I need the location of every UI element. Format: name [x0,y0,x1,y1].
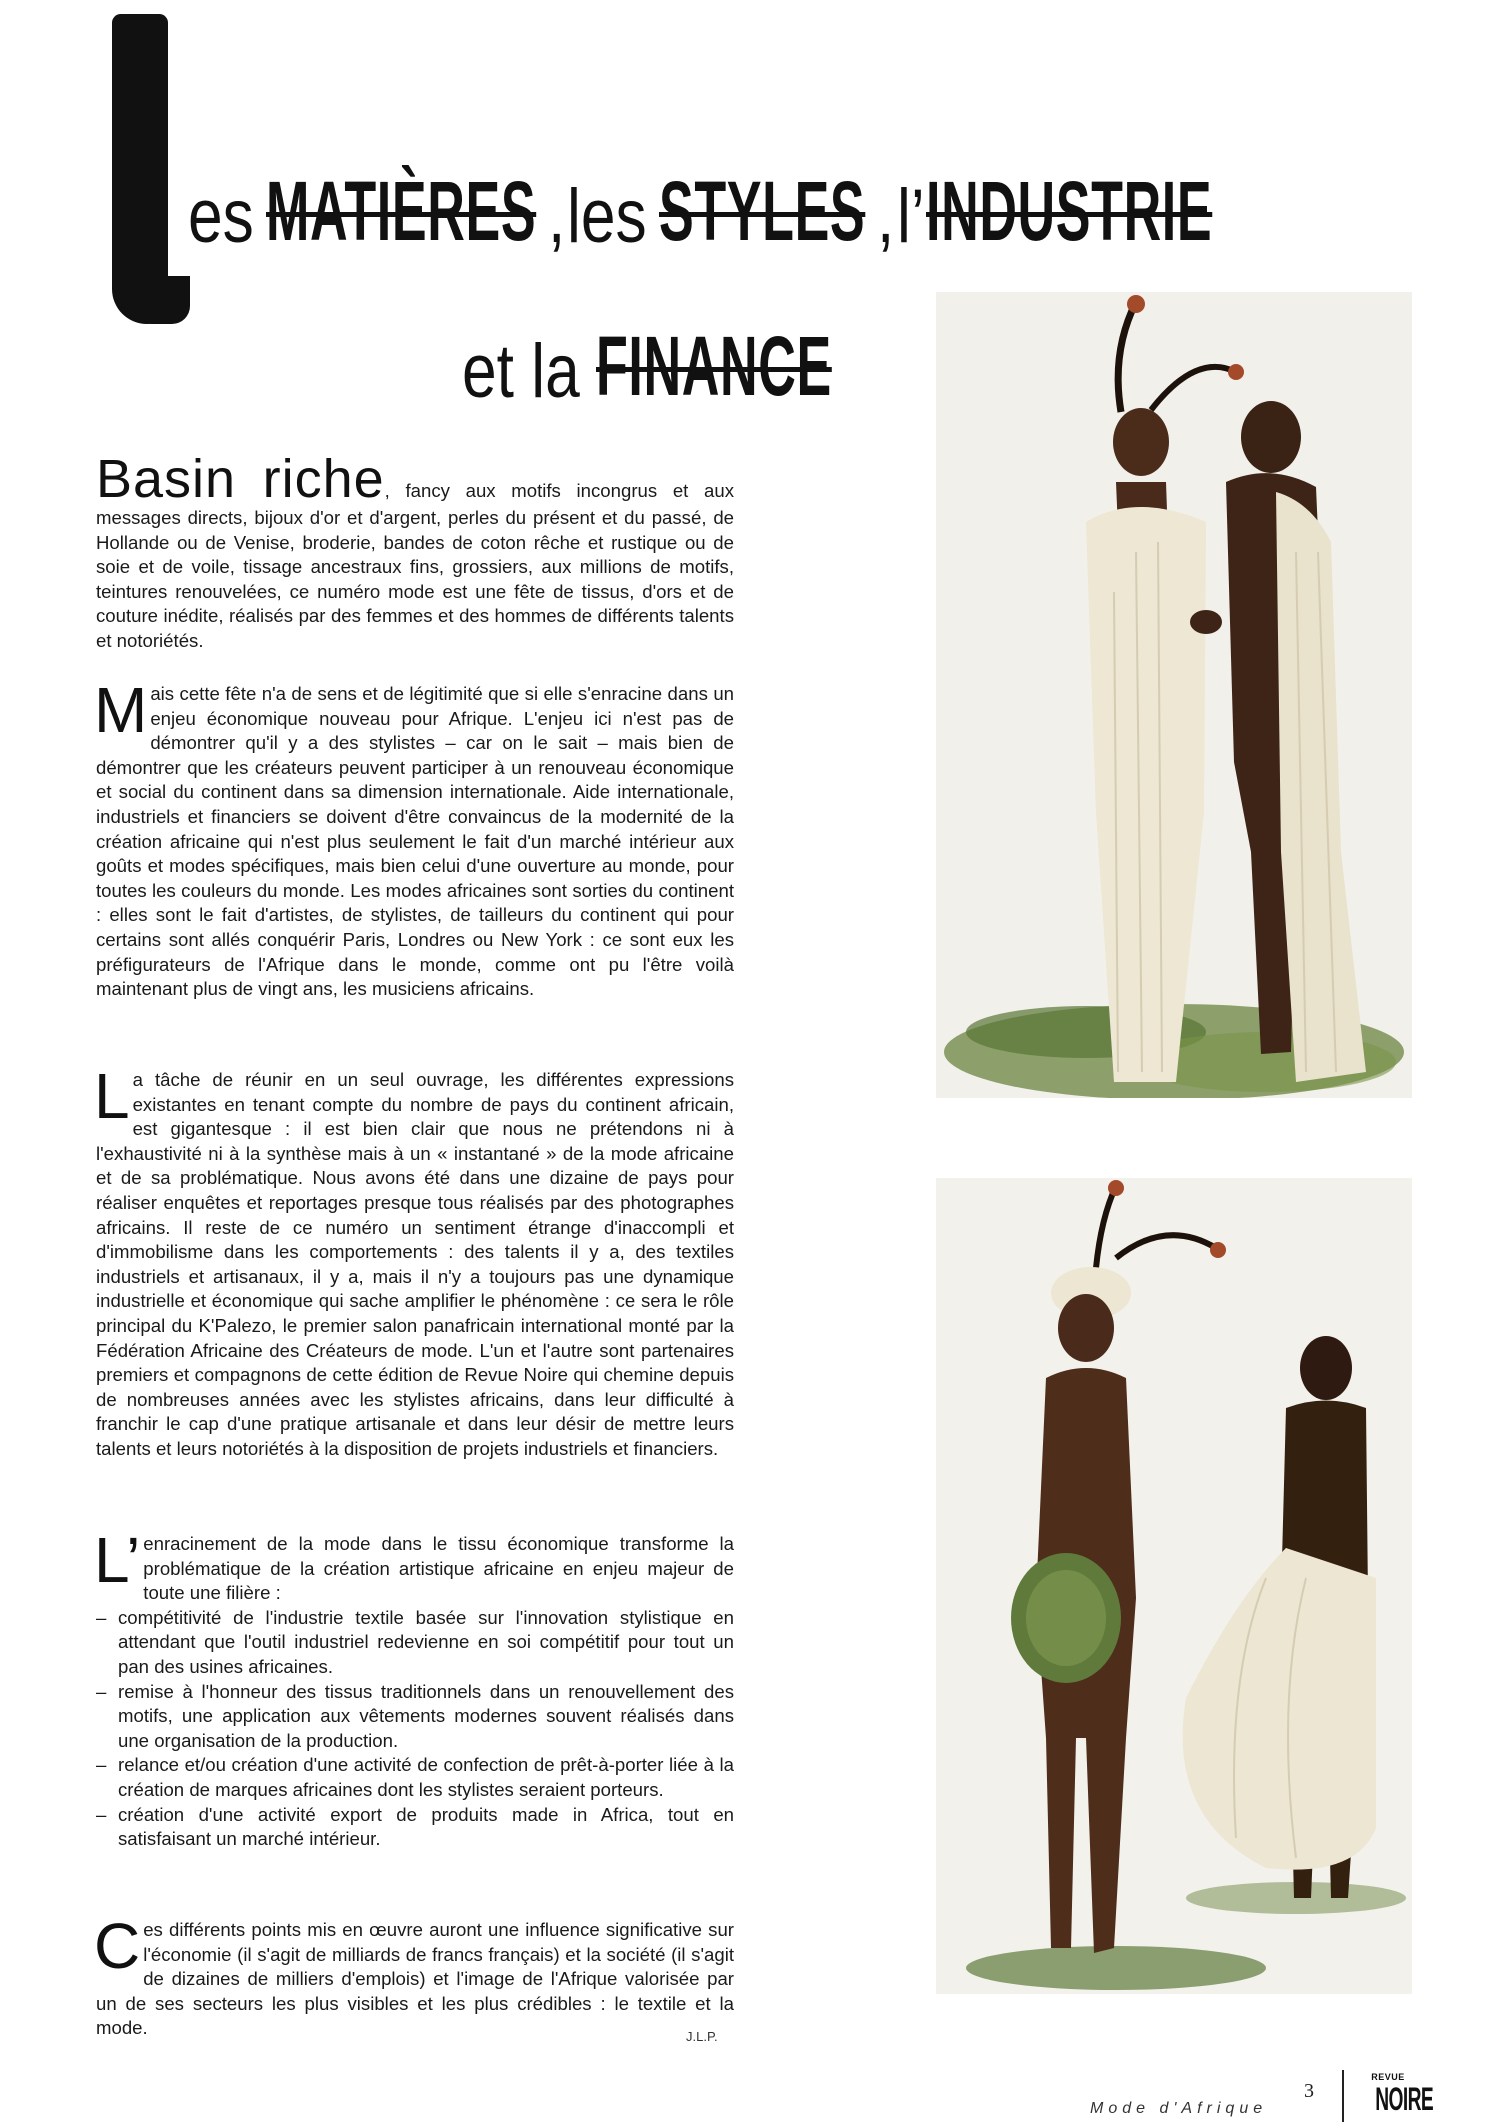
photo-couple-greenery [936,1178,1412,1994]
closing-paragraph [94,1910,734,2041]
list-intro-text: enracinement de la mode dans le tissu économique transforme la problématique de la création artistique africaine en enjeu majeur de toute une filière : [143,1533,734,1604]
list-section [94,1524,734,1852]
paragraph-text: a tâche de réunir en un seul ouvrage, les différentes expressions existantes en tenant compte du nombre de pays du continent africain, est gigantesque : il est bien clair que nous ne prétendons ni à l'exhaustivité ni à la synthèse mais à un « instantané » de la mode africaine et de sa problématique. Nous avons été dans une dizaine de pays pour réaliser enquêtes et reportages presque tous réalisés par des photographes africains. Il reste de ce numéro un sentiment étrange d'inaccompli et d'immobilisme dans les comportements : des talents il y a, des textiles industriels et artisanaux, il y a, mais il n'y a toujours pas une dynamique industrielle et économique qui sache amplifier le phénomène : ce sera le rôle principal du K'Palezo, le premier salon panafricain international monté par la Fédération Africaine des Créateurs de mode. L'un et l'autre sont partenaires premiers et compagnons de cette édition de Revue Noire qui chemine depuis de nombreuses années avec les stylistes africains, dans leur difficulté à franchir le cap d'une pratique artisanale et dans leur désir de mettre leurs talents et leurs notoriétés à la disposition de projets industriels et financiers. [96,1069,734,1459]
dropcap: L [94,1060,130,1132]
paragraph-2 [94,1060,734,1462]
dropcap: C [94,1910,141,1982]
dropcap: L’ [94,1524,141,1596]
footer-divider [1342,2070,1344,2122]
signature: J.L.P. [686,2029,718,2044]
title-word: INDUSTRIE [926,164,1213,258]
paragraph-text: ais cette fête n'a de sens et de légitimité que si elle s'enracine dans un enjeu économique nouveau pour Afrique. L'enjeu ici n'est pas de démontrer qu'il y a des stylistes – car on le sait – mais bien de démontrer que les créateurs peuvent participer à un renouveau économique et social du continent dans sa dimension internationale. Aide internationale, industriels et financiers se doivent d'être convaincus de la modernité de la création africaine qui n'est plus seulement le fait d'un marché intérieur aux goûts et modes spécifiques, mais bien celui d'une ouverture au monde, pour toutes les couleurs du monde. Les modes africaines sont sorties du continent : elles sont le fait d'artistes, de stylistes, de tailleurs du continent qui pour certains sont allés conquérir Paris, Londres ou New York : ce sont eux les préfigurateurs de l'Afrique dans le monde, comme ont pu l'être voilà maintenant plus de vingt ans, les musiciens africains. [96,683,734,1000]
title-word: , [877,174,895,259]
title-word: es [188,174,254,259]
title-word: FINANCE [595,319,832,413]
intro-text: , fancy aux motifs incongrus et aux messages directs, bijoux d'or et d'argent, perles du présent et du passé, de Hollande ou de Venise, broderie, bandes de coton rêche et rustique ou de soie et de voile, tissage ancestraux fins, grossiers, aux millions de motifs, teintures renouvelées, ce numéro mode est une fête de tissus, d'ors et de couture inédite, réalisés par des femmes et des hommes de différents talents et notoriétés. [96,480,734,651]
intro-paragraph [96,449,734,654]
title-word: , [548,174,566,259]
title-word: STYLES [659,164,866,258]
closing-text: es différents points mis en œuvre auront une influence significative sur l'économie (il s'agit de milliards de francs français) et la société (il s'agit de dizaines de milliers d'emplois) et l'image de l'Afrique valorisée par un de ses secteurs les plus visibles et les plus crédibles : le textile et la mode. [96,1919,734,2039]
list-item: – compétitivité de l'industrie textile basée sur l'innovation stylistique en attendant que l'outil industriel redevienne en soi compétitif pour tout un pan des usines africaines. [96,1606,734,1677]
logo-bottom-text: NOIRE [1375,2081,1434,2117]
photo-couple-draped-cloth [936,292,1412,1098]
title-word: l’ [896,174,925,259]
bullet-list [96,1606,734,1852]
title-word: les [567,174,648,259]
list-item: – remise à l'honneur des tissus traditionnels dans un renouvellement des motifs, une application aux vêtements modernes souvent réalisés dans une organisation de la production. [96,1680,734,1751]
revue-noire-logo [1356,2072,1434,2117]
paragraph-1 [94,674,734,1002]
photo-illustration [936,1178,1412,1994]
photo-illustration [936,292,1412,1098]
title-initial-letter [112,14,190,324]
dropcap: M [94,674,148,746]
page-number: 3 [1304,2080,1314,2102]
title-word: MATIÈRES [265,164,537,258]
section-name: Mode d'Afrique [1090,2100,1268,2117]
list-item: – création d'une activité export de produits made in Africa, tout en satisfaisant un marché intérieur. [96,1803,734,1850]
list-item: – relance et/ou création d'une activité de confection de prêt-à-porter liée à la création de marques africaines dont les stylistes seraient porteurs. [96,1754,734,1800]
logo-top-text: REVUE [1371,2072,1405,2082]
title-word: et la [462,329,580,414]
intro-lead: Basin riche [96,449,385,509]
